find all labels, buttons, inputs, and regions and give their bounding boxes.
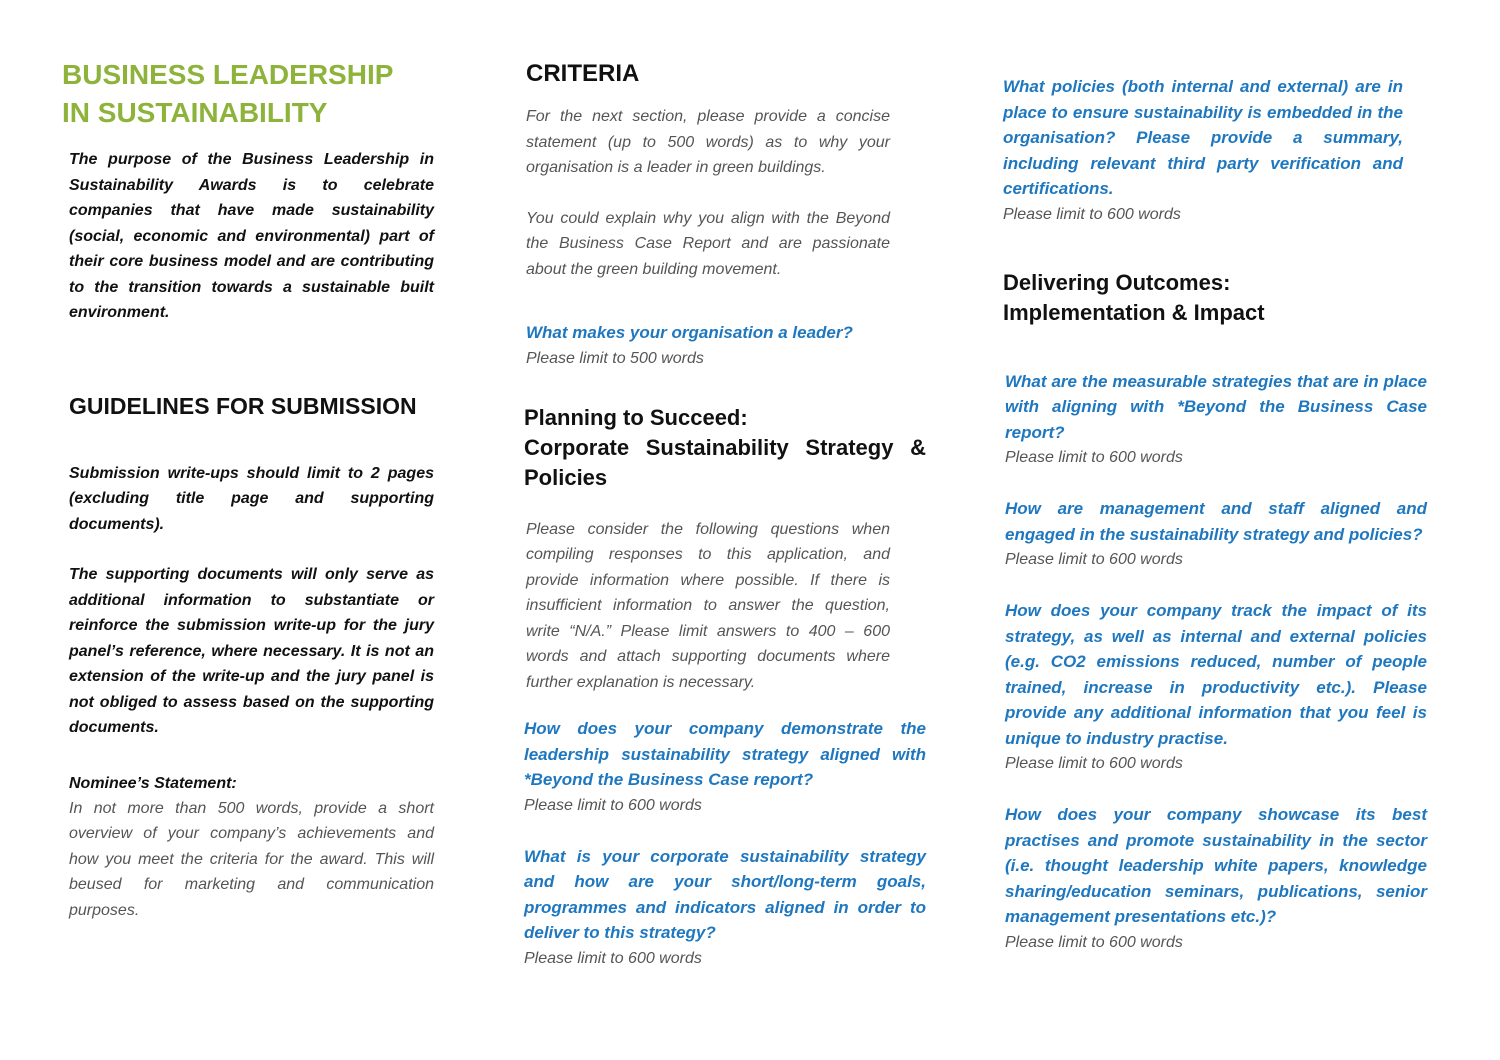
question-3: What are the measurable strategies that are in place with aligning with *Beyond the Business Case report? [1005, 371, 1427, 442]
column-right [1003, 0, 1427, 955]
question-6-limit: Please limit to 600 words [1005, 933, 1183, 951]
nominee-statement-label: Nominee’s Statement: [69, 774, 237, 792]
column-left [62, 0, 434, 923]
planning-heading [524, 403, 926, 493]
question-leader: What makes your organisation a leader? [526, 323, 853, 342]
question-1: How does your company demonstrate the leadership sustainability strategy aligned with *Beyond the Business Case report? [524, 719, 926, 789]
question-5-limit: Please limit to 600 words [1005, 755, 1183, 772]
question-policies: What policies (both internal and external) are in place to ensure sustainability is embedded in the organisation? Please provide a summary, including relevant third party verification and certifications. [1003, 77, 1403, 198]
criteria-heading: CRITERIA [526, 60, 640, 87]
nominee-statement-text: In not more than 500 words, provide a short overview of your company’s achievements and how you meet the criteria for the award. This will beused for marketing and communication purposes. [69, 799, 434, 919]
question-1-limit: Please limit to 600 words [524, 796, 702, 814]
delivering-heading-line-1: Delivering Outcomes: [1003, 269, 1231, 295]
page-title-line-1: BUSINESS LEADERSHIP [62, 59, 394, 90]
guidelines-heading: GUIDELINES FOR SUBMISSION [69, 392, 417, 419]
question-5: How does your company track the impact of its strategy, as well as internal and external policies (e.g. CO2 emissions reduced, number of people trained, increase in productivity etc.). Please provide any additional information that you feel is unique to industry practise. [1005, 601, 1427, 748]
page-title [62, 56, 434, 132]
guideline-paragraph-1: Submission write-ups should limit to 2 pages (excluding title page and supporting documents). [69, 464, 434, 533]
question-6: How does your company showcase its best practises and promote sustainability in the sector (i.e. thought leadership white papers, knowledge sharing/education seminars, publications, senior management presentations etc.)? [1005, 805, 1427, 926]
question-2: What is your corporate sustainability strategy and how are your short/long-term goals, programmes and indicators aligned in order to deliver to this strategy? [524, 846, 926, 942]
guideline-paragraph-2: The supporting documents will only serve as additional information to substantiate or reinforce the submission write-up for the jury panel’s reference, where necessary. It is not an extension of the write-up and the jury panel is not obliged to assess based on the supporting documents. [69, 566, 434, 736]
criteria-paragraph-2: You could explain why you align with the Beyond the Business Case Report and are passionate about the green building movement. [526, 209, 890, 278]
delivering-heading-line-2: Implementation & Impact [1003, 299, 1265, 325]
criteria-paragraph-1: For the next section, please provide a concise statement (up to 500 words) as to why your organisation is a leader in green buildings. [526, 108, 890, 176]
planning-heading-line-2: Corporate Sustainability Strategy & Policies [524, 434, 926, 490]
question-4: How are management and staff aligned and engaged in the sustainability strategy and policies? [1005, 499, 1427, 544]
question-leader-limit: Please limit to 500 words [526, 349, 704, 367]
question-policies-limit: Please limit to 600 words [1003, 205, 1181, 223]
question-4-limit: Please limit to 600 words [1005, 551, 1183, 568]
column-middle [524, 0, 926, 971]
purpose-paragraph: The purpose of the Business Leadership in Sustainability Awards is to celebrate companies that have made sustainability (social, economic and environmental) part of their core business model and are contributing to the transition towards a sustainable built environment. [69, 151, 434, 321]
planning-heading-line-1: Planning to Succeed: [524, 404, 748, 430]
question-3-limit: Please limit to 600 words [1005, 449, 1183, 466]
planning-intro: Please consider the following questions when compiling responses to this application, and provide information where possible. If there is insufficient information to answer the question, write “N/A.” Please limit answers to 400 – 600 words and attach supporting documents where further explanation is necessary. [526, 520, 890, 691]
question-2-limit: Please limit to 600 words [524, 949, 702, 967]
delivering-heading [1003, 268, 1427, 328]
page-title-line-2: IN SUSTAINABILITY [62, 97, 328, 128]
